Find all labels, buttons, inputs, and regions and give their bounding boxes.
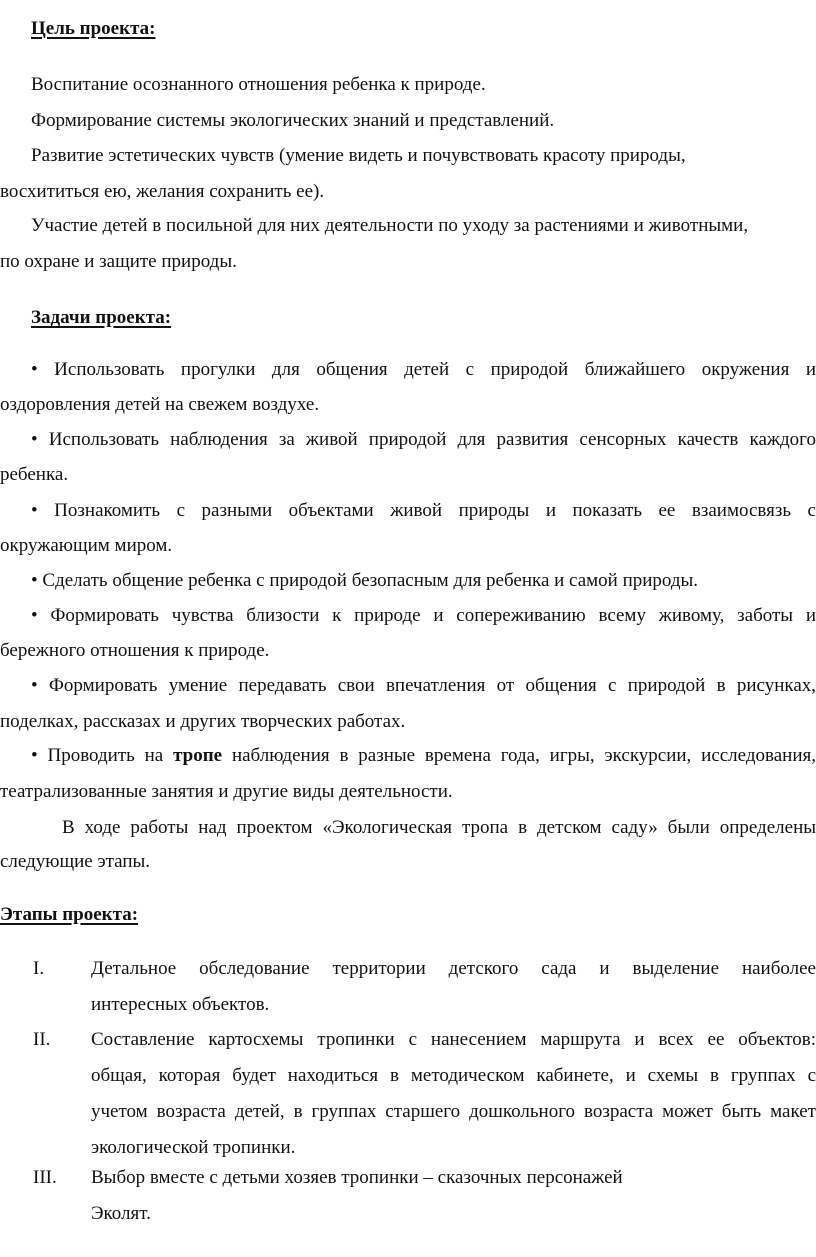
task-item-5-line2: бережного отношения к природе. [0, 640, 270, 661]
goal-item-2: Формирование системы экологических знаний и представлений. [31, 110, 555, 131]
task-item-5-line1: • Формировать чувства близости к природе и сопереживанию всему живому, заботы и [31, 605, 816, 626]
stage-3-line2: Эколят. [91, 1203, 151, 1224]
task-item-7-line2: театрализованные занятия и другие виды деятельности. [0, 781, 453, 802]
stage-number-3: III. [33, 1167, 57, 1188]
stage-3-line1: Выбор вместе с детьми хозяев тропинки – сказочных персонажей [91, 1167, 623, 1188]
stage-1-line2: интересных объектов. [91, 994, 270, 1015]
stages-heading: Этапы проекта: [0, 904, 139, 925]
goal-item-4-line2: по охране и защите природы. [0, 251, 237, 272]
task-item-7-bold: тропе [173, 745, 223, 766]
goal-item-3-line1: Развитие эстетических чувств (умение видеть и почувствовать красоту природы, [31, 145, 686, 166]
task-item-1-line2: оздоровления детей на свежем воздухе. [0, 394, 320, 415]
task-item-4: • Сделать общение ребенка с природой безопасным для ребенка и самой природы. [31, 570, 699, 591]
task-item-1-line1: • Использовать прогулки для общения детей с природой ближайшего окружения и [31, 359, 816, 380]
stage-number-1: I. [33, 958, 45, 979]
task-item-7-suffix: наблюдения в разные времена года, игры, экскурсии, исследования, [222, 745, 816, 766]
transition-line2: следующие этапы. [0, 851, 150, 872]
stage-number-2: II. [33, 1029, 51, 1050]
stage-2-line1: Составление картосхемы тропинки с нанесением маршрута и всех ее объектов: [91, 1029, 816, 1050]
goal-item-4-line1: Участие детей в посильной для них деятельности по уходу за растениями и животными, [31, 215, 749, 236]
task-item-7-prefix: • Проводить на [31, 745, 174, 766]
task-item-3-line2: окружающим миром. [0, 535, 173, 556]
stage-2-line3: учетом возраста детей, в группах старшего дошкольного возраста может быть макет [91, 1101, 816, 1122]
goal-item-1: Воспитание осознанного отношения ребенка к природе. [31, 74, 486, 95]
task-item-2-line1: • Использовать наблюдения за живой природой для развития сенсорных качеств каждого [31, 429, 816, 450]
task-item-2-line2: ребенка. [0, 464, 69, 485]
task-item-7-line1 [0, 745, 816, 767]
goal-heading: Цель проекта: [31, 18, 156, 39]
stage-1-line1: Детальное обследование территории детского сада и выделение наиболее [91, 958, 816, 979]
transition-line1: В ходе работы над проектом «Экологическая тропа в детском саду» были определены [62, 817, 816, 838]
stage-2-line4: экологической тропинки. [91, 1137, 296, 1158]
task-item-3-line1: • Познакомить с разными объектами живой природы и показать ее взаимосвязь с [31, 500, 816, 521]
task-item-6-line1: • Формировать умение передавать свои впечатления от общения с природой в рисунках, [31, 675, 816, 696]
goal-item-3-line2: восхититься ею, желания сохранить ее). [0, 181, 325, 202]
task-item-6-line2: поделках, рассказах и других творческих работах. [0, 711, 406, 732]
tasks-heading: Задачи проекта: [31, 307, 172, 328]
stage-2-line2: общая, которая будет находиться в методическом кабинете, и схемы в группах с [91, 1065, 816, 1086]
